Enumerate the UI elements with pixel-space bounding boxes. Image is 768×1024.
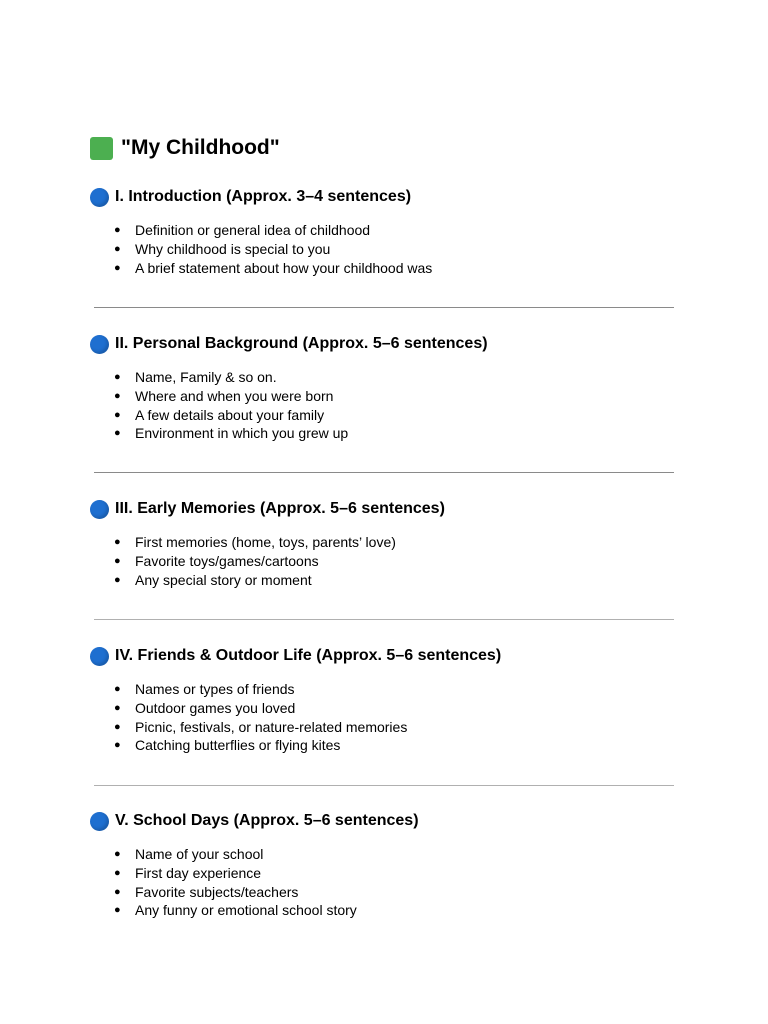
list-item xyxy=(90,736,680,755)
bullet-list xyxy=(90,680,680,755)
section-school-days xyxy=(90,810,680,920)
bullet-list xyxy=(90,221,680,277)
bullet-list xyxy=(90,368,680,443)
section-heading xyxy=(90,810,680,832)
list-item-text: Outdoor games you loved xyxy=(135,699,296,716)
bullet-dot-icon: ● xyxy=(114,427,121,440)
section-heading xyxy=(90,645,680,667)
bullet-dot-icon: ● xyxy=(114,261,121,274)
section-divider xyxy=(94,619,674,620)
bullet-dot-icon: ● xyxy=(114,739,121,752)
blue-circle-icon xyxy=(90,647,109,666)
section-heading-text: IV. Friends & Outdoor Life (Approx. 5–6 sentences) xyxy=(115,647,502,664)
document-title xyxy=(90,134,280,162)
list-item-text: Any funny or emotional school story xyxy=(135,902,357,919)
list-item xyxy=(90,368,680,387)
list-item xyxy=(90,718,680,737)
bullet-dot-icon: ● xyxy=(114,389,121,402)
list-item xyxy=(90,699,680,718)
list-item xyxy=(90,845,680,864)
list-item-text: First day experience xyxy=(135,864,262,881)
bullet-dot-icon: ● xyxy=(114,885,121,898)
green-square-icon xyxy=(90,137,113,160)
list-item xyxy=(90,406,680,425)
list-item-text: Where and when you were born xyxy=(135,387,334,404)
section-heading-text: I. Introduction (Approx. 3–4 sentences) xyxy=(115,188,412,205)
bullet-dot-icon: ● xyxy=(114,573,121,586)
bullet-list xyxy=(90,845,680,920)
list-item-text: Environment in which you grew up xyxy=(135,425,349,442)
section-heading xyxy=(90,333,680,355)
bullet-dot-icon: ● xyxy=(114,224,121,236)
blue-circle-icon xyxy=(90,335,109,354)
list-item xyxy=(90,552,680,571)
list-item-text: Definition or general idea of childhood xyxy=(135,222,371,238)
list-item-text: Favorite toys/games/cartoons xyxy=(135,552,319,569)
section-heading-text: III. Early Memories (Approx. 5–6 sentences) xyxy=(115,500,445,517)
section-friends-outdoor-life xyxy=(90,645,680,755)
section-early-memories xyxy=(90,498,680,589)
bullet-dot-icon: ● xyxy=(114,408,121,421)
blue-circle-icon xyxy=(90,500,109,519)
bullet-dot-icon: ● xyxy=(114,848,121,860)
document-title-text: "My Childhood" xyxy=(121,136,280,159)
list-item-text: Catching butterflies or flying kites xyxy=(135,737,341,754)
section-personal-background xyxy=(90,333,680,443)
bullet-dot-icon: ● xyxy=(114,701,121,714)
bullet-dot-icon: ● xyxy=(114,536,121,548)
bullet-dot-icon: ● xyxy=(114,720,121,733)
bullet-dot-icon: ● xyxy=(114,683,121,695)
list-item-text: First memories (home, toys, parents’ love) xyxy=(135,534,396,550)
bullet-dot-icon: ● xyxy=(114,904,121,917)
section-heading-text: V. School Days (Approx. 5–6 sentences) xyxy=(115,812,419,829)
section-heading xyxy=(90,186,680,208)
blue-circle-icon xyxy=(90,812,109,831)
list-item-text: Name, Family & so on. xyxy=(135,369,277,385)
bullet-dot-icon: ● xyxy=(114,371,121,383)
blue-circle-icon xyxy=(90,188,109,207)
list-item-text: Any special story or moment xyxy=(135,571,312,588)
list-item xyxy=(90,424,680,443)
list-item-text: Picnic, festivals, or nature-related memories xyxy=(135,718,408,735)
bullet-list xyxy=(90,533,680,589)
list-item xyxy=(90,864,680,883)
section-introduction xyxy=(90,186,680,277)
list-item-text: Name of your school xyxy=(135,846,264,862)
list-item-text: Why childhood is special to you xyxy=(135,240,331,257)
list-item xyxy=(90,571,680,590)
bullet-dot-icon: ● xyxy=(114,554,121,567)
list-item-text: A brief statement about how your childhood was xyxy=(135,259,433,276)
bullet-dot-icon: ● xyxy=(114,866,121,879)
section-heading-text: II. Personal Background (Approx. 5–6 sentences) xyxy=(115,335,488,352)
list-item xyxy=(90,533,680,552)
list-item xyxy=(90,901,680,920)
list-item xyxy=(90,883,680,902)
section-divider xyxy=(94,785,674,786)
bullet-dot-icon: ● xyxy=(114,242,121,255)
section-heading xyxy=(90,498,680,520)
section-divider xyxy=(94,472,674,473)
list-item xyxy=(90,221,680,240)
list-item xyxy=(90,240,680,259)
section-divider xyxy=(94,307,674,308)
list-item-text: A few details about your family xyxy=(135,406,325,423)
list-item-text: Names or types of friends xyxy=(135,681,295,697)
list-item xyxy=(90,680,680,699)
list-item xyxy=(90,259,680,278)
list-item-text: Favorite subjects/teachers xyxy=(135,883,299,900)
list-item xyxy=(90,387,680,406)
